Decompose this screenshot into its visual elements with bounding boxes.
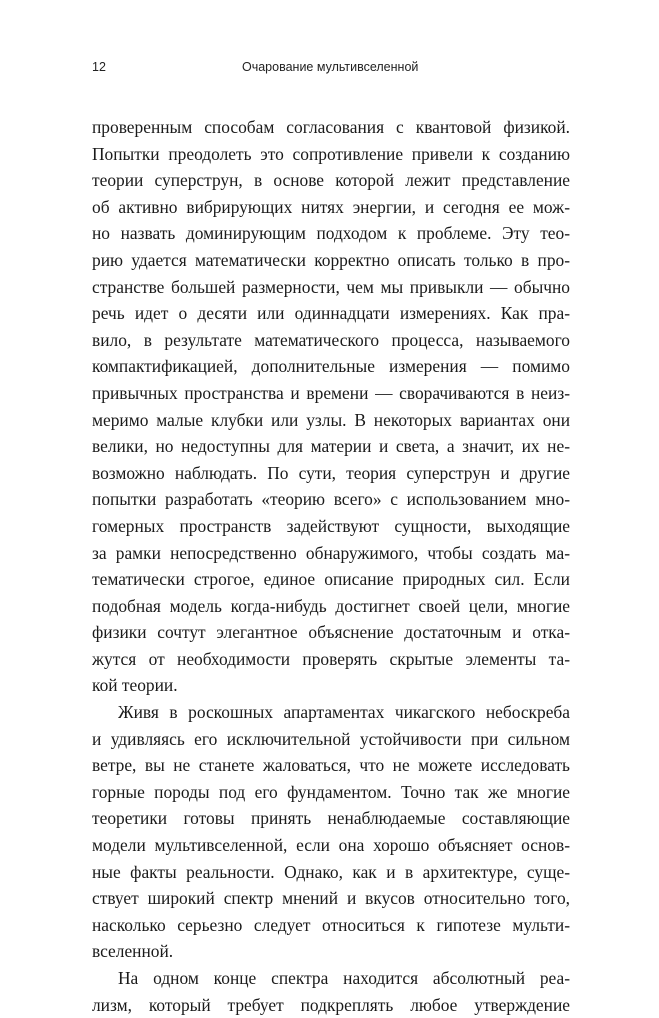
running-head — [92, 60, 570, 80]
text-line: насколько серьезно следует относиться к гипотезе мульти- — [92, 914, 570, 935]
paragraph-2 — [92, 699, 570, 965]
text-line: проверенным способам согласования с квантовой физикой. — [92, 117, 570, 137]
text-line: за рамки непосредственно обнаружимого, чтобы создать ма- — [92, 542, 570, 563]
book-title: Очарование мультивселенной — [242, 60, 419, 74]
text-line: подобная модель когда-нибудь достигнет своей цели, многие — [92, 595, 570, 616]
text-line: тематически строгое, единое описание природных сил. Если — [92, 569, 570, 590]
text-line: рию удается математически корректно описать только в про- — [92, 249, 570, 270]
paragraph-1 — [92, 114, 570, 699]
page-number: 12 — [92, 60, 106, 74]
text-line: Попытки преодолеть это сопротивление привели к созданию — [92, 143, 570, 164]
text-line: лизм, который требует подкреплять любое утверждение — [92, 994, 570, 1015]
text-line: гомерных пространств задействуют сущности, выходящие — [92, 515, 570, 536]
text-line: физики сочтут элегантное объяснение достаточным и отка- — [92, 622, 570, 643]
text-line: кой теории. — [92, 675, 178, 696]
text-line: но назвать доминирующим подходом к проблеме. Эту тео- — [92, 223, 570, 244]
text-line: горные породы под его фундаментом. Точно так же многие — [92, 781, 570, 802]
text-line: привычных пространства и времени — сворачиваются в неиз- — [92, 382, 570, 403]
text-line: жутся от необходимости проверять скрытые элементы та- — [92, 648, 570, 669]
text-line: теории суперструн, в основе которой лежит представление — [92, 170, 570, 191]
text-line: модели мультивселенной, если она хорошо объясняет основ- — [92, 835, 570, 856]
text-line: возможно наблюдать. По сути, теория суперструн и другие — [92, 462, 570, 483]
text-line: и удивляясь его исключительной устойчивости при сильном — [92, 728, 570, 749]
text-line: ствует широкий спектр мнений и вкусов относительно того, — [92, 888, 570, 909]
text-line: Живя в роскошных апартаментах чикагского небоскреба — [118, 702, 570, 723]
body-text — [92, 114, 570, 1018]
paragraph-3 — [92, 965, 570, 1018]
text-line: речь идет о десяти или одиннадцати измерениях. Как пра- — [92, 303, 570, 324]
text-line: компактификацией, дополнительные измерения — помимо — [92, 356, 570, 377]
text-line: об активно вибрирующих нитях энергии, и сегодня ее мож- — [92, 196, 570, 217]
text-line: ветре, вы не станете жаловаться, что не можете исследовать — [92, 755, 570, 776]
text-line: меримо малые клубки или узлы. В некоторых вариантах они — [92, 409, 570, 430]
text-line: вило, в результате математического процесса, называемого — [92, 329, 570, 350]
text-line: попытки разработать «теорию всего» с использованием мно- — [92, 489, 570, 510]
text-line: На одном конце спектра находится абсолютный реа- — [118, 968, 570, 988]
text-line: велики, но недоступны для материи и света, а значит, их не- — [92, 436, 570, 457]
text-line: странстве большей размерности, чем мы привыкли — обычно — [92, 276, 570, 297]
text-line: вселенной. — [92, 941, 174, 962]
text-line: ные факты реальности. Однако, как и в архитектуре, суще- — [92, 861, 570, 882]
text-line: теоретики готовы принять ненаблюдаемые составляющие — [92, 808, 570, 829]
